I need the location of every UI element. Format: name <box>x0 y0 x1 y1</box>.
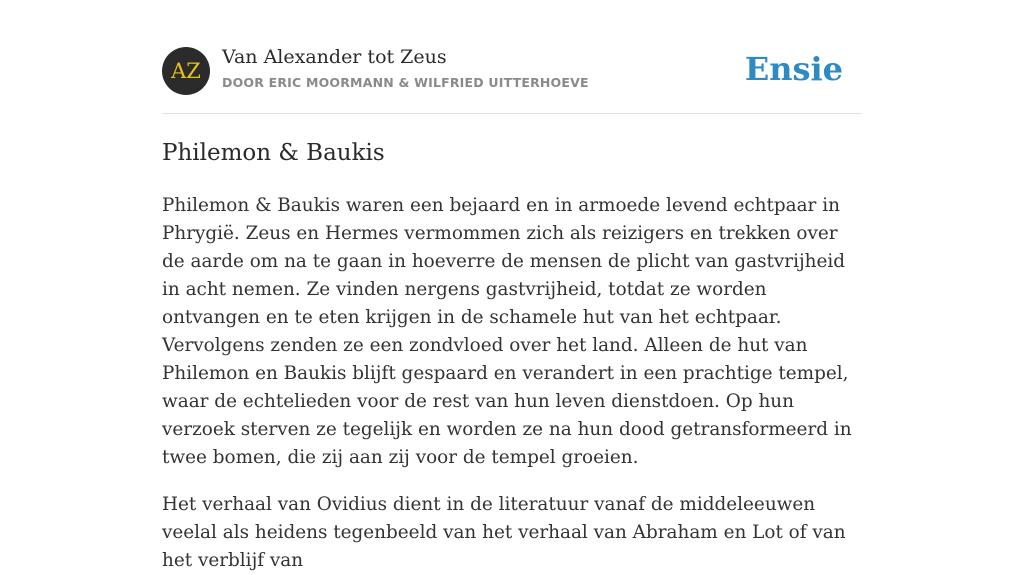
book-authors: DOOR ERIC MOORMANN & WILFRIED UITTERHOEVE <box>222 75 589 90</box>
brand-logo[interactable]: Ensie <box>744 50 843 88</box>
entry-paragraph: Het verhaal van Ovidius dient in de literatuur vanaf de middeleeuwen veelal als heidens tegenbeeld van het verhaal van Abraham en Lot of van het verblijf van <box>162 494 846 571</box>
avatar[interactable]: AZ <box>162 47 210 95</box>
book-title[interactable]: Van Alexander tot Zeus <box>222 46 447 68</box>
entry-paragraph: Philemon & Baukis waren een bejaard en in armoede levend echtpaar in Phrygië. Zeus en Hermes vermommen zich als reizigers en trekken over de aarde om na te gaan in hoeverre de mensen de plicht van gastvrijheid in acht nemen. Ze vinden nergens gastvrijheid, totdat ze worden ontvangen en te eten krijgen in de schamele hut van het echtpaar. Vervolgens zenden ze een zondvloed over het land. Alleen de hut van Philemon en Baukis blijft gespaard en verandert in een prachtige tempel, waar de echtelieden voor de rest van hun leven dienstdoen. Op hun verzoek sterven ze tegelijk en worden ze na hun dood getransformeerd in twee bomen, die zij aan zij voor de tempel groeien. <box>162 195 852 468</box>
article-page <box>162 0 862 575</box>
header <box>162 0 862 114</box>
entry-title: Philemon & Baukis <box>162 140 385 166</box>
